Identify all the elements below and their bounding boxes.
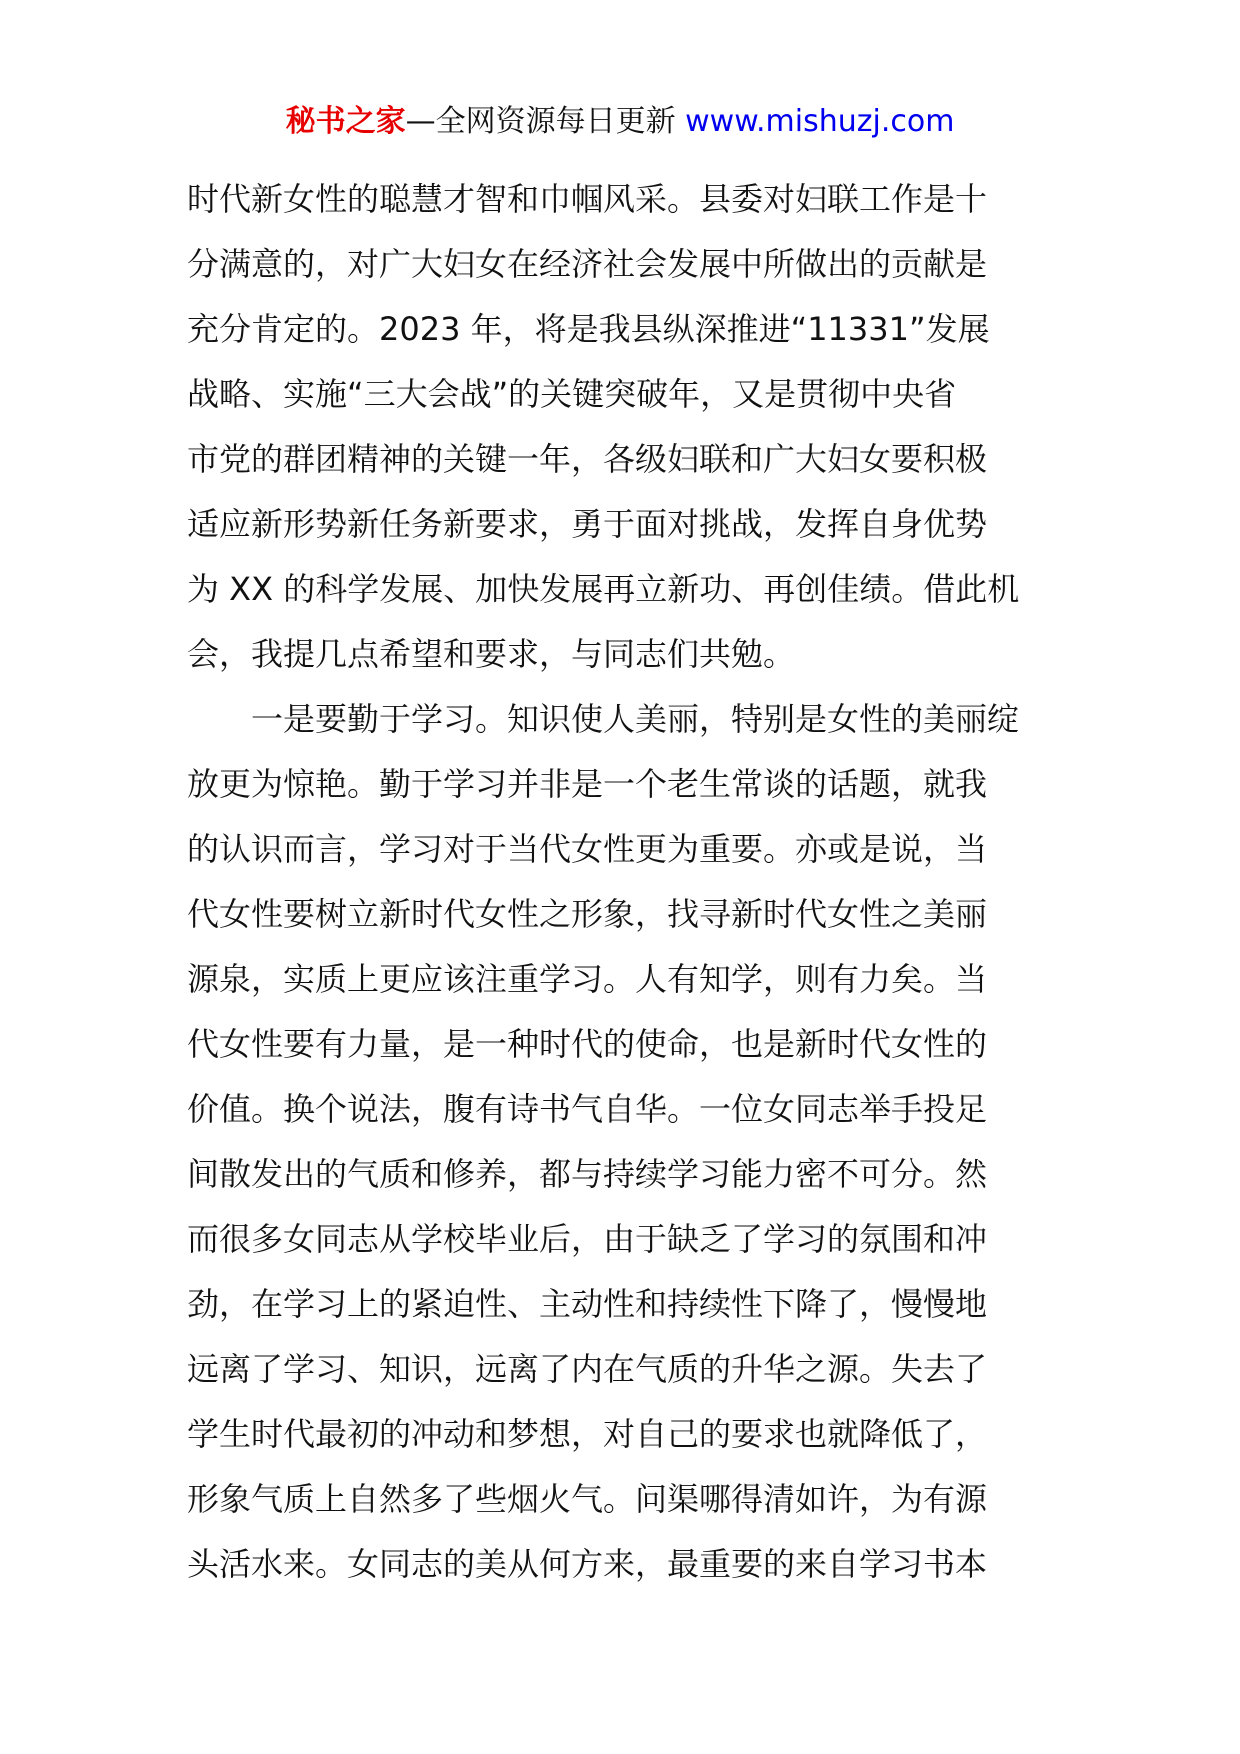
text-line: 充分肯定的。2023 年，将是我县纵深推进“11331”发展 xyxy=(187,310,990,348)
text-line: 分满意的，对广大妇女在经济社会发展中所做出的贡献是 xyxy=(187,245,988,283)
text-line: 一是要勤于学习。知识使人美丽，特别是女性的美丽绽 xyxy=(187,700,1020,738)
text-line: 代女性要树立新时代女性之形象，找寻新时代女性之美丽 xyxy=(187,895,988,933)
text-line: 代女性要有力量，是一种时代的使命，也是新时代女性的 xyxy=(187,1025,988,1063)
header-tagline: —全网资源每日更新 xyxy=(405,104,686,139)
text-line: 市党的群团精神的关键一年，各级妇联和广大妇女要积极 xyxy=(187,440,988,478)
text-line: 而很多女同志从学校毕业后，由于缺乏了学习的氛围和冲 xyxy=(187,1220,988,1258)
text-line: 时代新女性的聪慧才智和巾帼风采。县委对妇联工作是十 xyxy=(187,180,988,218)
text-line: 形象气质上自然多了些烟火气。问渠哪得清如许，为有源 xyxy=(187,1480,988,1518)
text-line: 战略、实施“三大会战”的关键突破年，又是贯彻中央省 xyxy=(187,375,957,413)
text-line: 远离了学习、知识，远离了内在气质的升华之源。失去了 xyxy=(187,1350,988,1388)
text-line: 适应新形势新任务新要求，勇于面对挑战，发挥自身优势 xyxy=(187,505,988,543)
text-line: 为 XX 的科学发展、加快发展再立新功、再创佳绩。借此机 xyxy=(187,570,1020,608)
text-line: 放更为惊艳。勤于学习并非是一个老生常谈的话题，就我 xyxy=(187,765,988,803)
text-line: 源泉，实质上更应该注重学习。人有知学，则有力矣。当 xyxy=(187,960,988,998)
text-line: 头活水来。女同志的美从何方来，最重要的来自学习书本 xyxy=(187,1545,988,1583)
document-body xyxy=(187,167,1067,1597)
text-line: 的认识而言，学习对于当代女性更为重要。亦或是说，当 xyxy=(187,830,988,868)
text-line: 价值。换个说法，腹有诗书气自华。一位女同志举手投足 xyxy=(187,1090,988,1128)
brand-name: 秘书之家 xyxy=(285,104,406,139)
page-header xyxy=(0,100,1240,144)
text-line: 间散发出的气质和修养，都与持续学习能力密不可分。然 xyxy=(187,1155,988,1193)
text-line: 学生时代最初的冲动和梦想，对自己的要求也就降低了， xyxy=(187,1415,988,1453)
text-line: 会，我提几点希望和要求，与同志们共勉。 xyxy=(187,635,796,673)
text-line: 劲，在学习上的紧迫性、主动性和持续性下降了，慢慢地 xyxy=(187,1285,988,1323)
website-link[interactable]: www.mishuzj.com xyxy=(685,104,955,139)
